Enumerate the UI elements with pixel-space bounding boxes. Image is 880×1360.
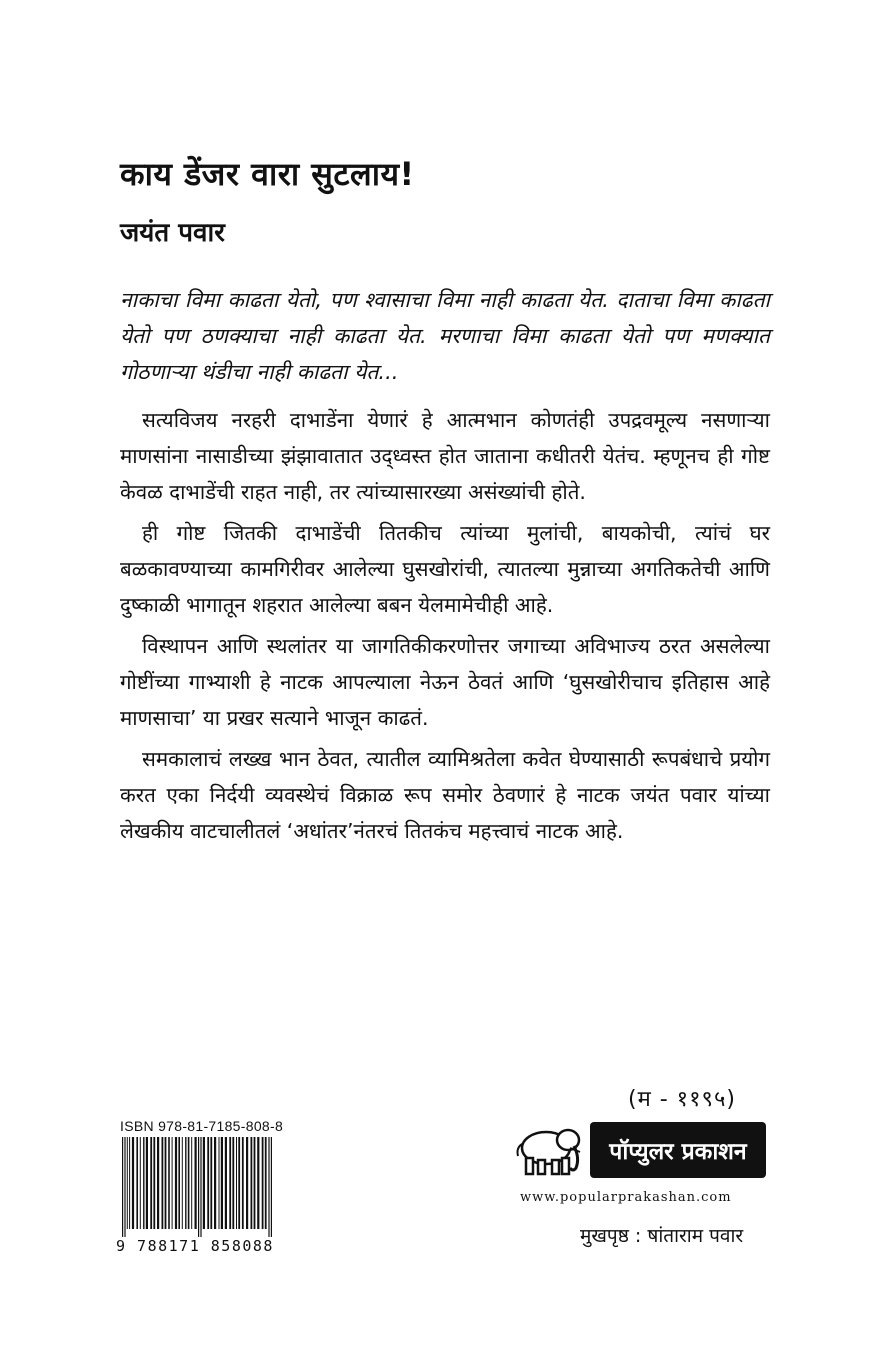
barcode-bar	[238, 1137, 240, 1229]
barcode-bar	[175, 1137, 177, 1229]
barcode-bar	[157, 1137, 159, 1229]
barcode-bar	[146, 1137, 148, 1229]
barcode-bar	[214, 1137, 216, 1229]
blurb-paragraph: सत्यविजय नरहरी दाभाडेंना येणारं हे आत्मभान कोणतंही उपद्रवमूल्य नसणाऱ्या माणसांना नासाडीच्या झंझावातात उद्ध्वस्त होत जाताना कधीतरी येतंच. म्हणूनच ही गोष्ट केवळ दाभाडेंची राहत नाही, तर त्यांच्यासारख्या असंख्यांची होते.	[120, 408, 770, 504]
blurb-body	[120, 402, 770, 854]
publisher-url: www.popularprakashan.com	[520, 1190, 732, 1205]
barcode-bar	[143, 1137, 144, 1229]
cover-credit: मुखपृष्ठ : षांताराम पवार	[580, 1225, 744, 1247]
barcode-bar	[225, 1137, 227, 1229]
barcode-bar	[182, 1137, 183, 1229]
barcode-bar	[178, 1137, 180, 1229]
barcode-bar	[124, 1137, 125, 1237]
publisher-logo	[510, 1118, 770, 1180]
barcode-bar	[162, 1137, 164, 1229]
barcode-bar	[219, 1137, 220, 1229]
publisher-logo-text: पॉप्युलर प्रकाशन	[609, 1139, 747, 1165]
barcode-bar	[198, 1137, 199, 1237]
barcode-bar	[229, 1137, 231, 1229]
barcode-bar	[185, 1137, 186, 1229]
barcode-bar	[232, 1137, 234, 1229]
author-name: जयंत पवार	[120, 218, 225, 248]
barcode-bar	[140, 1137, 141, 1229]
barcode-bar	[188, 1137, 190, 1229]
barcode-bar	[136, 1137, 138, 1229]
barcode-bar	[129, 1137, 130, 1229]
barcode-bar	[262, 1137, 264, 1229]
barcode-bar	[257, 1137, 259, 1229]
barcode-bar	[254, 1137, 256, 1229]
barcode-bar	[236, 1137, 237, 1229]
barcode-bar	[207, 1137, 209, 1229]
elephant-icon	[518, 1130, 581, 1174]
barcode-bar	[246, 1137, 248, 1229]
barcode-bar	[195, 1137, 197, 1229]
barcode-bar	[210, 1137, 212, 1229]
barcode-bar	[122, 1137, 123, 1237]
barcode-bar	[200, 1137, 201, 1237]
barcode-bar	[265, 1137, 267, 1229]
barcode-bar	[150, 1137, 152, 1229]
book-title: काय डेंजर वारा सुटलाय!	[120, 155, 415, 193]
blurb-paragraph: समकालाचं लख्ख भान ठेवत, त्यातील व्यामिश्रतेला कवेत घेण्यासाठी रूपबंधाचे प्रयोग करत एका निर्दयी व्यवस्थेचं विक्राळ रूप समोर ठेवणारं हे नाटक जयंत पवार यांच्या लेखकीय वाटचालीतलं ‘अधांतर’नंतरचं तितकंच महत्त्वाचं नाटक आहे.	[120, 747, 770, 843]
blurb-quote: नाकाचा विमा काढता येतो, पण श्वासाचा विमा नाही काढता येत. दाताचा विमा काढता येतो पण ठणक्याचा नाही काढता येत. मरणाचा विमा काढता येतो पण मणक्यात गोठणाऱ्या थंडीचा नाही काढता येत...	[120, 288, 770, 384]
barcode-graphic	[120, 1137, 280, 1237]
barcode-bar	[165, 1137, 167, 1229]
barcode-bar	[271, 1137, 272, 1237]
barcode-bar	[191, 1137, 192, 1229]
barcode-digits: 9 788171 858088	[116, 1237, 274, 1255]
barcode-bar	[168, 1137, 170, 1229]
blurb-paragraph: ही गोष्ट जितकी दाभाडेंची तितकीच त्यांच्या मुलांची, बायकोची, त्यांचं घर बळकावण्याच्या कामगिरीवर आलेल्या घुसखोरांची, त्यातल्या मुन्नाच्या अगतिकतेची आणि दुष्काळी भागातून शहरात आलेल्या बबन येलमामेचीही आहे.	[120, 521, 770, 617]
barcode-bar	[251, 1137, 253, 1229]
barcode-bar	[132, 1137, 134, 1229]
barcode-bar	[153, 1137, 155, 1229]
catalog-code: (म - ११९५)	[628, 1087, 737, 1112]
barcode-bar	[172, 1137, 173, 1229]
barcode-bar	[127, 1137, 128, 1229]
barcode-bar	[203, 1137, 205, 1229]
barcode-bar	[221, 1137, 223, 1229]
isbn-label: ISBN 978-81-7185-808-8	[120, 1118, 284, 1134]
blurb-paragraph: विस्थापन आणि स्थलांतर या जागतिकीकरणोत्तर जगाच्या अविभाज्य ठरत असलेल्या गोष्टींच्या गाभ्याशी हे नाटक आपल्याला नेऊन ठेवतं आणि ‘घुसखोरीचाच इतिहास आहे माणसाचा’ या प्रखर सत्याने भाजून काढतं.	[120, 634, 770, 730]
barcode-bar	[268, 1137, 269, 1237]
barcode-bar	[242, 1137, 244, 1229]
